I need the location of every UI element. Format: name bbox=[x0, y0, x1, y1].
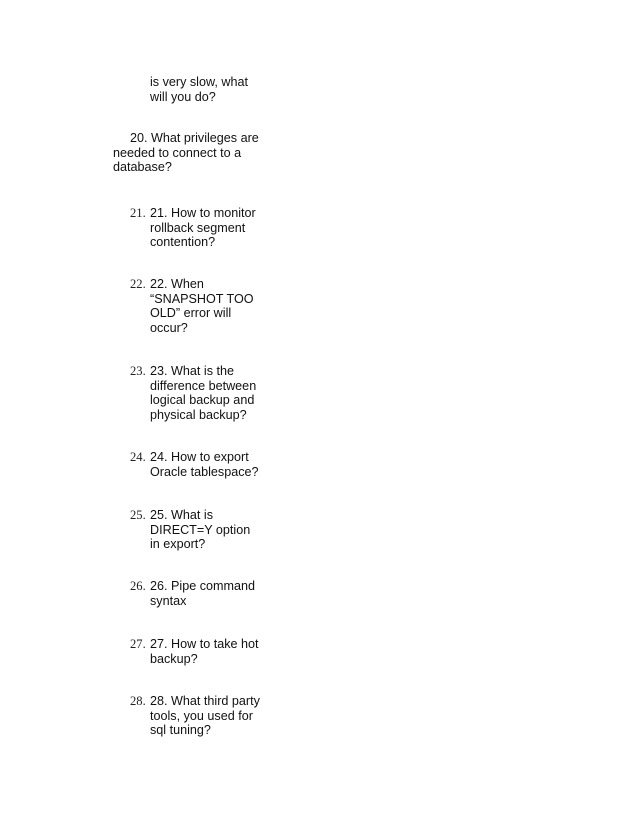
text-line: tools, you used for bbox=[150, 708, 253, 723]
text-line: syntax bbox=[150, 593, 187, 608]
list-marker: 22. bbox=[130, 277, 146, 291]
text-line: Oracle tablespace? bbox=[150, 464, 259, 479]
text-line: “SNAPSHOT TOO bbox=[150, 291, 254, 306]
text-line: needed to connect to a bbox=[113, 145, 242, 160]
text-line: 21. How to monitor bbox=[150, 206, 256, 220]
continuation-text bbox=[150, 75, 280, 104]
text-line: 22. When bbox=[150, 277, 204, 291]
list-marker: 26. bbox=[130, 579, 146, 593]
text-line: backup? bbox=[150, 651, 198, 666]
text-line: 23. What is the bbox=[150, 364, 234, 378]
text-line: 26. Pipe command bbox=[150, 579, 256, 593]
text-line: DIRECT=Y option bbox=[150, 522, 251, 537]
text-line: is very slow, what bbox=[150, 75, 248, 89]
list-marker: 28. bbox=[130, 694, 146, 708]
list-marker: 23. bbox=[130, 364, 146, 378]
text-line: contention? bbox=[150, 235, 216, 250]
text-line: physical backup? bbox=[150, 407, 247, 422]
text-line: difference between bbox=[150, 378, 257, 393]
text-line: 20. What privileges are bbox=[130, 131, 259, 145]
text-line: 28. What third party bbox=[150, 694, 260, 708]
text-line: 27. How to take hot bbox=[150, 637, 259, 651]
text-line: 24. How to export bbox=[150, 450, 249, 464]
question-20 bbox=[113, 131, 278, 175]
list-marker: 27. bbox=[130, 637, 146, 651]
text-line: 25. What is bbox=[150, 508, 213, 522]
list-marker: 24. bbox=[130, 450, 146, 464]
text-line: logical backup and bbox=[150, 393, 255, 408]
text-line: occur? bbox=[150, 320, 188, 335]
text-line: rollback segment bbox=[150, 220, 246, 235]
list-marker: 21. bbox=[130, 206, 146, 220]
text-line: database? bbox=[113, 160, 172, 175]
list-marker: 25. bbox=[130, 508, 146, 522]
text-line: sql tuning? bbox=[150, 723, 211, 738]
text-line: will you do? bbox=[150, 89, 216, 104]
text-line: in export? bbox=[150, 537, 206, 552]
text-line: OLD” error will bbox=[150, 306, 232, 321]
